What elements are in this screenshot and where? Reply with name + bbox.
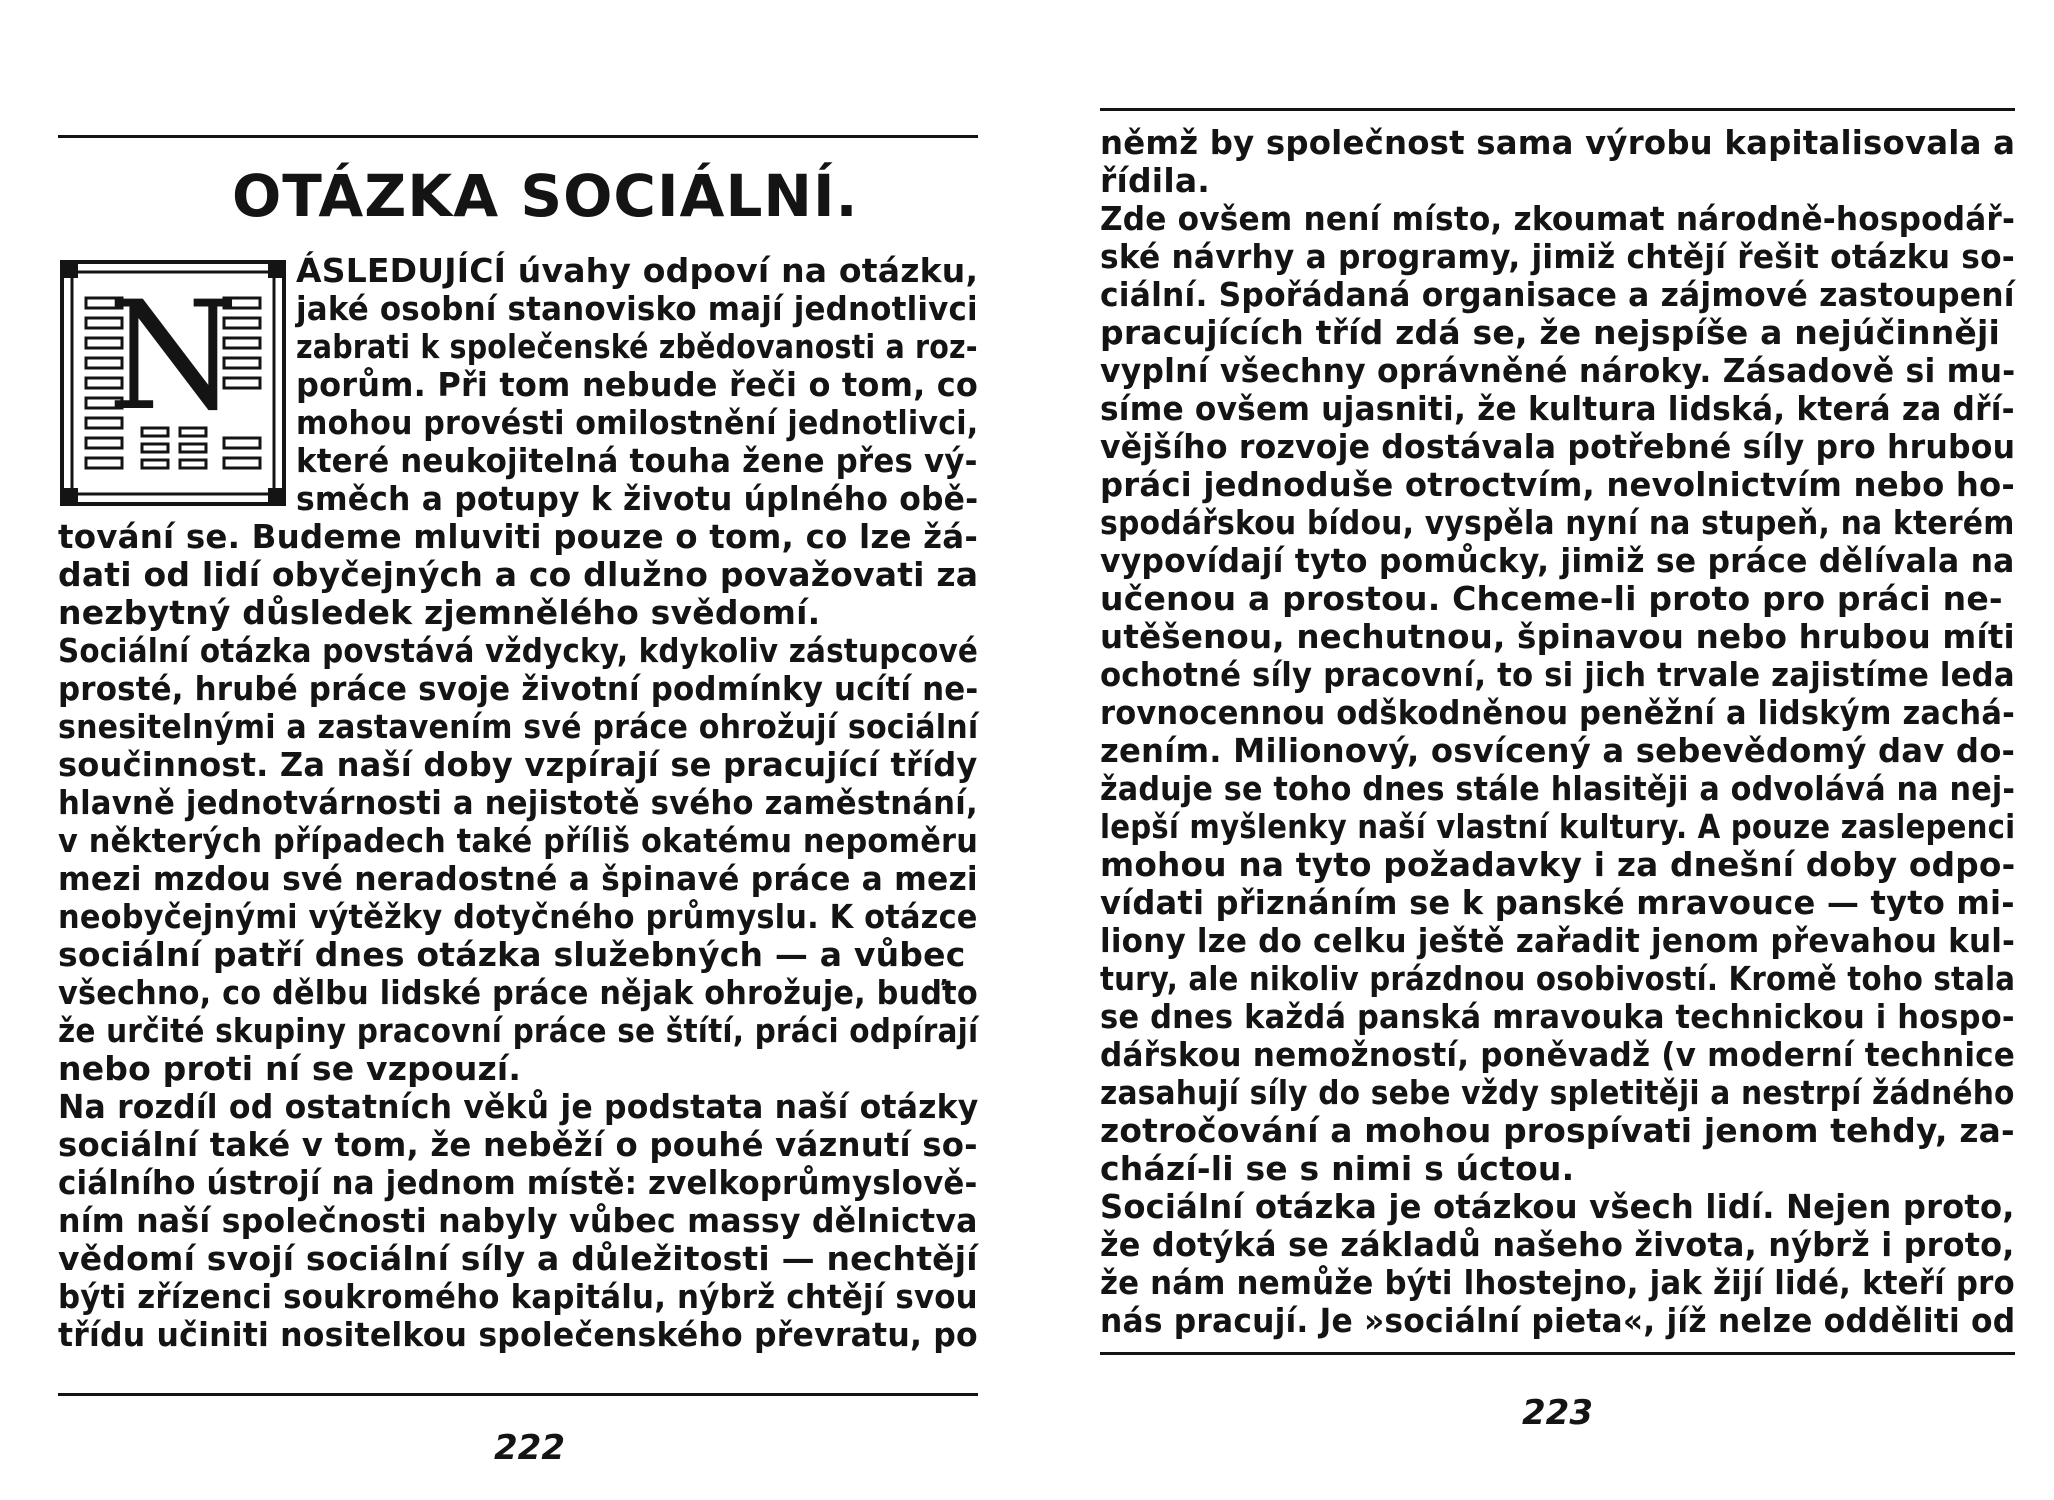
left-bottom-rule [58,1393,978,1396]
left-line-21: že určité skupiny pracovní práce se štítí, práci odpírají [58,1011,979,1050]
left-line-11: Sociální otázka povstává vždycky, kdykoliv zástupcové [58,631,979,670]
right-page [1027,0,2054,1500]
left-line-18: neobyčejnými výtěžky dotyčného průmyslu. K otázce [58,897,978,936]
ornamental-initial [58,258,288,508]
chapter-title: OTÁZKA SOCIÁLNÍ. [232,162,859,230]
left-line-26: ním naší společnosti nabyly vůbec massy dělnictva [58,1201,978,1240]
right-line-19: lepší myšlenky naší vlastní kultury. A pouze zaslepenci [1100,807,2016,846]
initial-letter: N [107,270,239,444]
right-line-15: ochotné síly pracovní, to si jich trvale zajistíme leda [1100,655,2015,694]
right-line-5: ciální. Spořádaná organisace a zájmové zastoupení [1100,275,2015,314]
right-line-1: němž by společnost sama výrobu kapitalisovala a [1100,123,2016,162]
left-line-10: nezbytný důsledek zjemnělého svědomí. [58,593,821,632]
left-line-24: sociální také v tom, že neběží o pouhé váznutí so- [58,1125,978,1164]
right-line-18: žaduje se toho dnes stále hlasitěji a odvolává na nej- [1100,769,2016,808]
left-line-14: součinnost. Za naší doby vzpírají se pracující třídy [58,745,978,784]
left-line-28: býti zřízenci soukromého kapitálu, nýbrž chtějí svou [58,1277,978,1316]
right-line-17: zením. Milionový, osvícený a sebevědomý dav do- [1100,731,2016,770]
left-line-3: zabrati k společenské zbědovanosti a roz- [296,327,978,366]
left-line-9: dati od lidí obyčejných a co dlužno považovati za [58,555,979,594]
left-line-1: ÁSLEDUJÍCÍ úvahy odpoví na otázku, [296,251,979,290]
right-line-29: Sociální otázka je otázkou všech lidí. Nejen proto, [1100,1187,2015,1226]
left-line-22: nebo proti ní se vzpouzí. [58,1049,522,1088]
right-line-22: liony lze do celku ještě zařadit jenom převahou kul- [1100,921,2016,960]
right-bottom-rule [1100,1352,2015,1355]
right-line-24: se dnes každá panská mravouka technickou i hospo- [1100,997,2015,1036]
right-line-7: vyplní všechny oprávněné nároky. Zásadově si mu- [1100,351,2016,390]
right-top-rule [1100,108,2015,111]
right-line-11: spodářskou bídou, vyspěla nyní na stupeň, na kterém [1100,503,2015,542]
right-line-12: vypovídají tyto pomůcky, jimiž se práce dělívala na [1100,541,2015,580]
right-line-6: pracujících tříd zdá se, že nejspíše a nejúčinněji [1100,313,2001,352]
right-line-8: síme ovšem ujasniti, že kultura lidská, která za dří- [1100,389,2015,428]
right-line-21: vídati přiznáním se k panské mravouce — tyto mi- [1100,883,2015,922]
left-line-7: směch a potupy k životu úplného obě- [296,479,979,518]
right-line-4: ské návrhy a programy, jimiž chtějí řešit otázku so- [1100,237,2015,276]
left-line-27: vědomí svojí sociální síly a důležitosti — nechtějí [58,1239,978,1278]
right-line-31: že nám nemůže býti lhostejno, jak žijí lidé, kteří pro [1100,1263,2015,1302]
left-line-19: sociální patří dnes otázka služebných — a vůbec [58,935,966,974]
left-line-13: snesitelnými a zastavením své práce ohrožují sociální [58,707,979,746]
left-top-rule [58,135,978,138]
page-number-left: 222 [494,1428,565,1468]
right-line-9: vějšího rozvoje dostávala potřebné síly pro hrubou [1100,427,2016,466]
left-line-20: všechno, co dělbu lidské práce nějak ohrožuje, buďto [58,973,978,1012]
page-number-right: 223 [1522,1393,1593,1433]
right-line-3: Zde ovšem není místo, zkoumat národně-hospodář- [1100,199,2016,238]
left-line-4: porům. Při tom nebude řeči o tom, co [296,365,979,404]
right-line-23: tury, ale nikoliv prázdnou osobivostí. Kromě toho stala [1100,959,2016,998]
left-line-17: mezi mzdou své neradostné a špinavé práce a mezi [58,859,978,898]
right-line-20: mohou na tyto požadavky i za dnešní doby odpo- [1100,845,2016,884]
left-line-25: ciálního ústrojí na jednom místě: zvelkoprůmyslově- [58,1163,978,1202]
left-line-23: Na rozdíl od ostatních věků je podstata naší otázky [58,1087,979,1126]
left-line-2: jaké osobní stanovisko mají jednotlivci [296,289,978,328]
right-line-14: utěšenou, nechutnou, špinavou nebo hrubou míti [1100,617,2015,656]
left-line-16: v některých případech také příliš okatému nepoměru [58,821,978,860]
right-line-30: že dotýká se základů našeho života, nýbrž i proto, [1100,1225,2015,1264]
left-line-8: tování se. Budeme mluviti pouze o tom, co lze žá- [58,517,979,556]
right-line-13: učenou a prostou. Chceme-li proto pro práci ne- [1100,579,2003,618]
left-line-5: mohou provésti omilostnění jednotlivci, [296,403,979,442]
right-line-32: nás pracují. Je »sociální pieta«, jíž nelze odděliti od [1100,1301,2016,1340]
right-line-16: rovnocennou odškodněnou peněžní a lidským zachá- [1100,693,2015,732]
right-line-27: zotročování a mohou prospívati jenom tehdy, za- [1100,1111,2015,1150]
left-line-6: které neukojitelná touha žene přes vý- [296,441,978,480]
left-line-29: třídu učiniti nositelkou společenského převratu, po [58,1315,978,1354]
right-line-25: dářskou nemožností, poněvadž (v moderní technice [1100,1035,2016,1074]
right-line-26: zasahují síly do sebe vždy spletitěji a nestrpí žádného [1100,1073,2015,1112]
right-line-2: řídila. [1100,161,1211,200]
left-line-15: hlavně jednotvárnosti a nejistotě svého zaměstnání, [58,783,978,822]
left-line-12: prosté, hrubé práce svoje životní podmínky ucítí ne- [58,669,979,708]
right-line-28: chází-li se s nimi s úctou. [1100,1149,1575,1188]
right-line-10: práci jednoduše otroctvím, nevolnictvím nebo ho- [1100,465,2015,504]
